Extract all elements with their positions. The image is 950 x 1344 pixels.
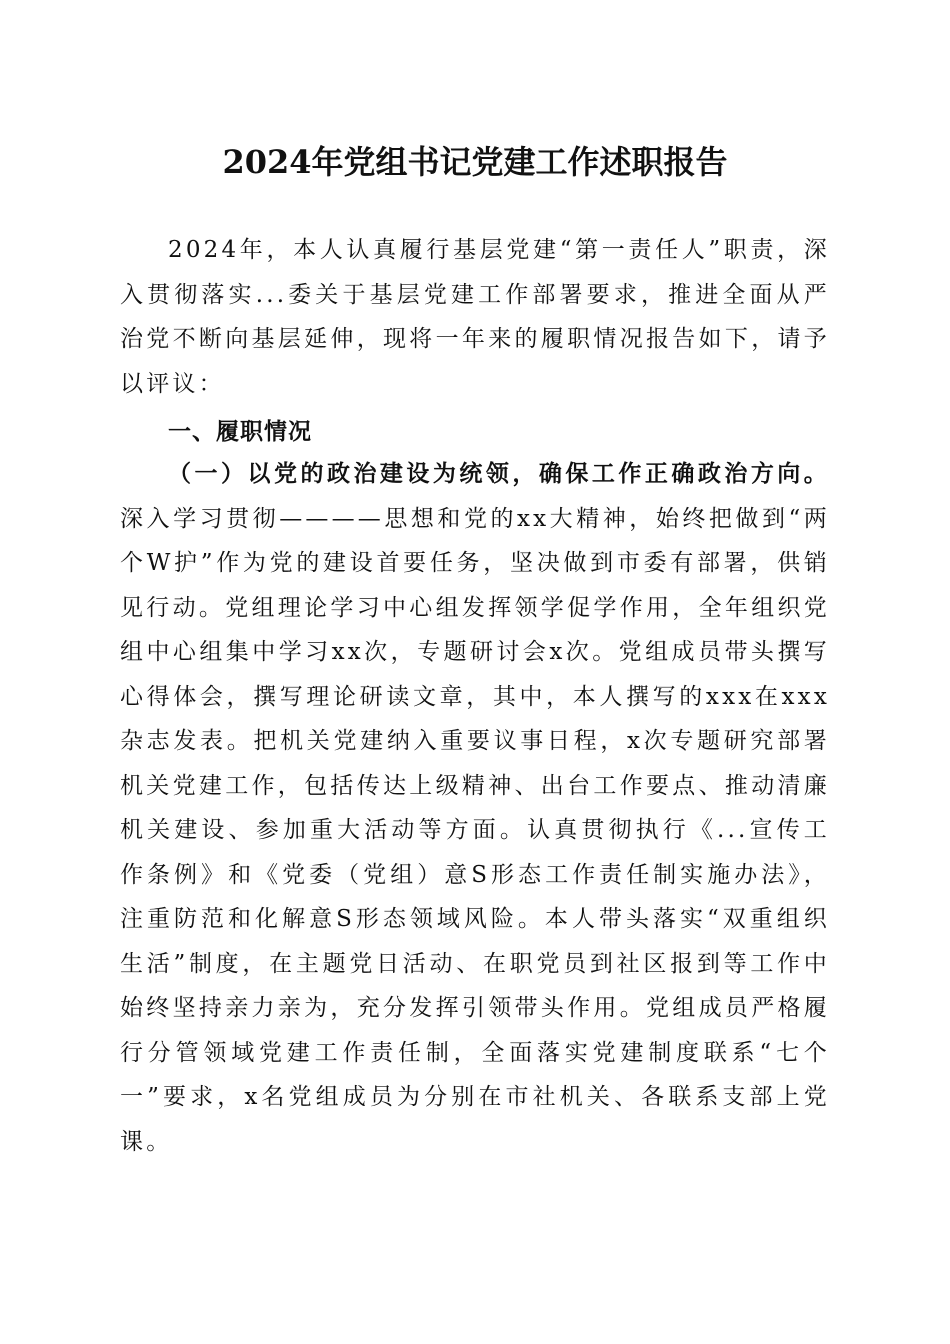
subsection-body-text: 深入学习贯彻————思想和党的xx大精神，始终把做到“两个W护”作为党的建设首要任务，坚决做到市委有部署，供销见行动。党组理论学习中心组发挥领学促学作用，全年组织党组中心组集中学习xx次，专题研讨会x次。党组成员带头撰写心得体会，撰写理论研读文章，其中，本人撰写的xxx在xxx杂志发表。把机关党建纳入重要议事日程，x次专题研究部署机关党建工作，包括传达上级精神、出台工作要点、推动清廉机关建设、参加重大活动等方面。认真贯彻执行《...宣传工作条例》和《党委（党组）意S形态工作责任制实施办法》，注重防范和化解意S形态领域风险。本人带头落实“双重组织生活”制度，在主题党日活动、在职党员到社区报到等工作中始终坚持亲力亲为，充分发挥引领带头作用。党组成员严格履行分管领域党建工作责任制，全面落实党建制度联系“七个一”要求，x名党组成员为分别在市社机关、各联系支部上党课。 — [120, 505, 830, 1155]
subsection-heading-political-building: （一）以党的政治建设为统领，确保工作正确政治方向。 — [168, 460, 830, 487]
section-heading-performance: 一、履职情况 — [168, 419, 312, 445]
subsection-paragraph — [120, 452, 830, 1164]
document-title: 2024年党组书记党建工作述职报告 — [222, 143, 728, 181]
intro-paragraph: 2024年，本人认真履行基层党建“第一责任人”职责，深入贯彻落实...委关于基层党建工作部署要求，推进全面从严治党不断向基层延伸，现将一年来的履职情况报告如下，请予以评议： — [120, 237, 830, 397]
